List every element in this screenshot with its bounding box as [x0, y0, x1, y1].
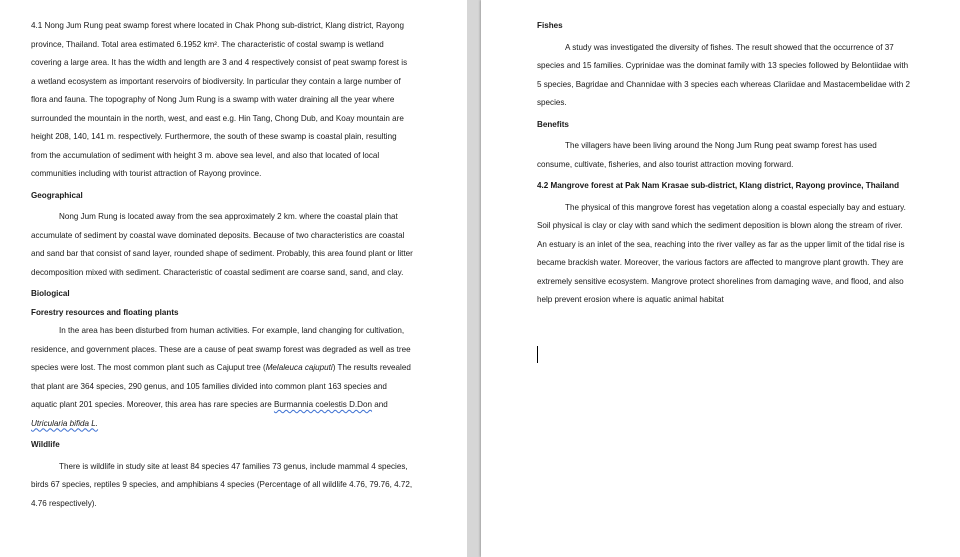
benefits-paragraph: The villagers have been living around the Nong Jum Rung peat swamp forest has used consume, cultivate, fisheries, and also tourist attraction moving forward.	[537, 141, 877, 169]
fishes-paragraph: A study was investigated the diversity of fishes. The result showed that the occurrence of 37 species and 15 families. Cyprinidae was the dominat family with 13 species followed by Belontiidae with 5 species, Bagridae and Channidae with 3 species each whereas Clariidae and Mastacembelidae with 2 species.	[537, 42, 910, 107]
forestry-text-part-2: ) The results revealed that plant are 364 species, 290 genus, and 105 families divided into common plant 163 species and aquatic plant 201 species. Moreover, this area has rare species are	[31, 363, 411, 409]
page-gap	[467, 0, 481, 557]
biological-heading: Biological	[31, 289, 70, 298]
wildlife-heading: Wildlife	[31, 440, 60, 449]
cajuput-species-name: Melaleuca cajuputi	[265, 363, 333, 372]
geographical-paragraph: Nong Jum Rung is located away from the sea approximately 2 km. where the coastal plain that accumulate of sediment by coastal wave dominated deposits. Because of two characteristics are coastal and sand bar that consist of sand layer, rounded shape of sediment. Probably, this area found plant or litter decomposition mixed with sediment. Characteristic of coastal sediment are coarse sand, sand, and clay.	[31, 212, 413, 277]
benefits-heading: Benefits	[537, 119, 569, 129]
page-left-text-column	[31, 17, 413, 513]
section-4-2-heading: 4.2 Mangrove forest at Pak Nam Krasae sub-district, Klang district, Rayong province, Thailand	[537, 181, 900, 190]
and-word: and	[372, 400, 388, 409]
mangrove-paragraph: The physical of this mangrove forest has vegetation along a coastal especially bay and estuary. Soil physical is clay or clay with sand which the sediment deposition is blown along the stream of river. An estuary is an inlet of the sea, reaching into the river valley as far as the upper limit of the tidal rise is became brackish water. Moreover, the various factors are affected to mangrove plant growth. They are extremely sensitive ecosystem. Mangrove protect shorelines from damaging wave, and flood, and also help prevent erosion where is aquatic animal habitat	[537, 202, 906, 304]
document-page-left[interactable]	[0, 0, 467, 557]
wildlife-paragraph: There is wildlife in study site at least 84 species 47 families 73 genus, include mammal 4 species, birds 67 species, reptiles 9 species, and amphibians 4 species (Percentage of all wildlife 4.76, 79.76, 4.72, 4.76 respectively).	[31, 461, 413, 508]
rare-species-2: Utricularia bifida L.	[31, 418, 99, 428]
forestry-heading: Forestry resources and floating plants	[31, 307, 179, 317]
forestry-paragraph	[31, 322, 413, 433]
forestry-text-part-1: In the area has been disturbed from human activities. For example, land changing for cultivation, residence, and government places. These are a cause of peat swamp forest was degraded as well as tree species were lost. The most common plant such as Cajuput tree (	[31, 326, 411, 372]
document-page-right[interactable]	[481, 0, 960, 557]
rare-species-1: Burmannia coelestis D.Don	[273, 400, 373, 409]
fishes-heading: Fishes	[537, 21, 563, 30]
section-4-1-paragraph: 4.1 Nong Jum Rung peat swamp forest where located in Chak Phong sub-district, Klang district, Rayong province, Thailand. Total area estimated 6.1952 km². The characteristic of costal swamp is wetland covering a large area. It has the width and length are 3 and 4 respectively consist of peat swamp forest is a wetland ecosystem as important reservoirs of biodiversity. In particular they contain a large number of flora and fauna. The topography of Nong Jum Rung is a swamp with water draining all the year where surrounded the mountain in the north, west, and east e.g. Hin Tang, Chong Dub, and Koay mountain are height 208, 140, 141 m. respectively. Furthermore, the south of these swamp is coastal plain, resulting from the accumulation of sediment with height 3 m. above sea level, and also that located of local communities including with tourist attraction of Rayong province.	[31, 21, 408, 178]
geographical-heading: Geographical	[31, 190, 83, 200]
page-right-text-column	[537, 17, 913, 310]
text-cursor	[537, 346, 538, 363]
